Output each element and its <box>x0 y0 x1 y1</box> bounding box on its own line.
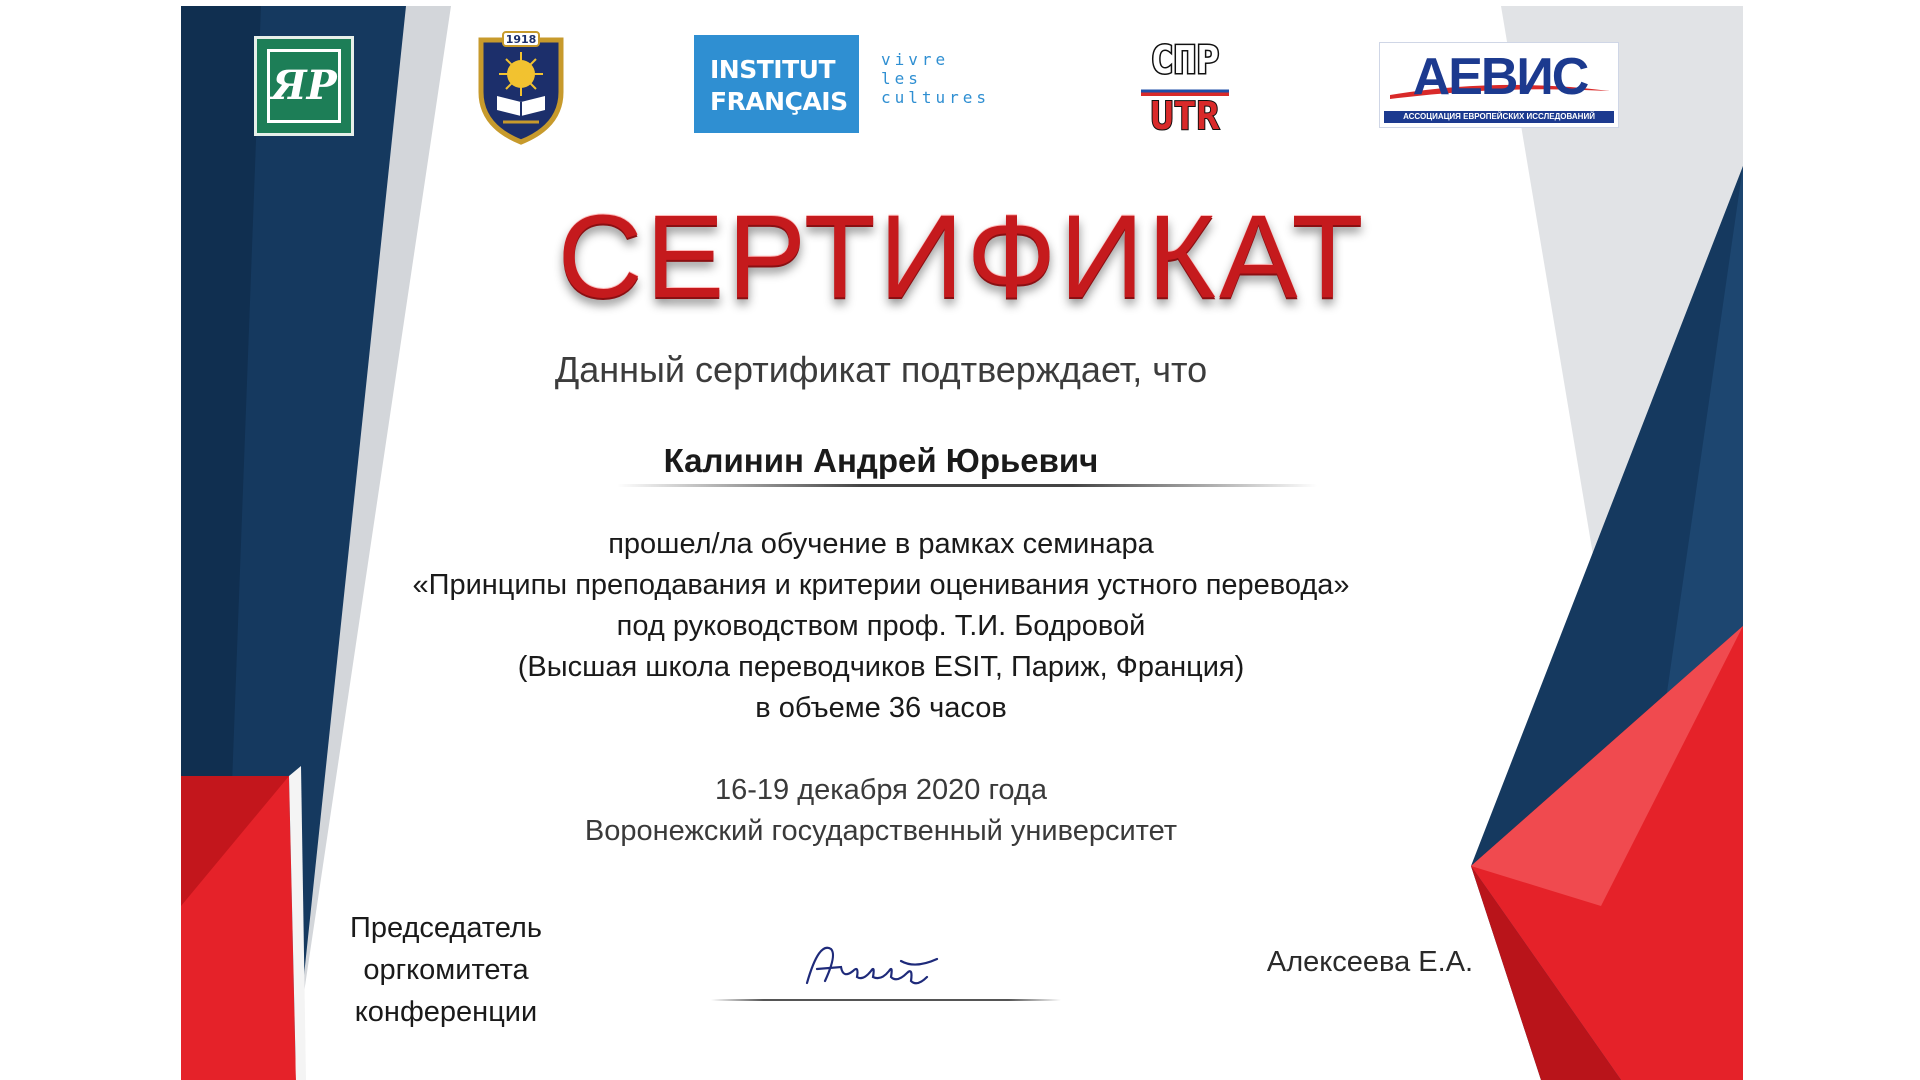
institut-line-1: INSTITUT <box>710 55 835 84</box>
institut-francais-logo <box>694 35 859 133</box>
body-line-5: в объеме 36 часов <box>755 692 1007 724</box>
body-line-1: прошел/ла обучение в рамках семинара <box>608 528 1154 560</box>
certificate <box>181 6 1743 1080</box>
body-line-4: (Высшая школа переводчиков ESIT, Париж, Франция) <box>517 651 1245 683</box>
signatory-name: Алексеева Е.А. <box>1266 946 1474 978</box>
certificate-title: СЕРТИФИКАТ <box>557 191 1367 323</box>
name-underline <box>617 484 1317 487</box>
spr-logo-top: СПР <box>1150 38 1220 82</box>
spr-logo-bottom: UTR <box>1150 94 1220 138</box>
university-crest-icon <box>473 30 569 146</box>
signatory-role-line-2: оргкомитета <box>363 954 529 986</box>
signature-line <box>711 999 1061 1001</box>
institut-line-2: FRANÇAIS <box>710 87 848 116</box>
tagline-3: cultures <box>881 88 991 107</box>
aevis-subtitle: АССОЦИАЦИЯ ЕВРОПЕЙСКИХ ИССЛЕДОВАНИЙ <box>1384 111 1614 123</box>
recipient-name: Калинин Андрей Юрьевич <box>663 442 1099 479</box>
tagline-2: les <box>881 69 922 88</box>
event-date: 16-19 декабря 2020 года <box>715 774 1047 806</box>
signatory-role-line-1: Председатель <box>350 912 542 944</box>
tagline-1: vivre <box>881 50 950 69</box>
book-monogram-icon: ЯР <box>271 62 337 109</box>
signatory-role-line-3: конференции <box>354 996 538 1028</box>
aevis-mark: АЕВИС <box>1412 48 1588 106</box>
vsu-book-emblem-logo <box>254 36 354 136</box>
certificate-subtitle: Данный сертификат подтверждает, что <box>554 349 1208 390</box>
aevis-logo <box>1379 42 1619 128</box>
spr-utr-logo <box>1135 36 1235 142</box>
handwritten-signature <box>797 931 957 1003</box>
crest-year: 1918 <box>505 33 537 46</box>
institut-tagline <box>881 50 1021 107</box>
event-place: Воронежский государственный университет <box>584 815 1178 847</box>
body-line-2: «Принципы преподавания и критерии оценивания устного перевода» <box>412 569 1350 601</box>
body-line-3: под руководством проф. Т.И. Бодровой <box>616 610 1146 642</box>
